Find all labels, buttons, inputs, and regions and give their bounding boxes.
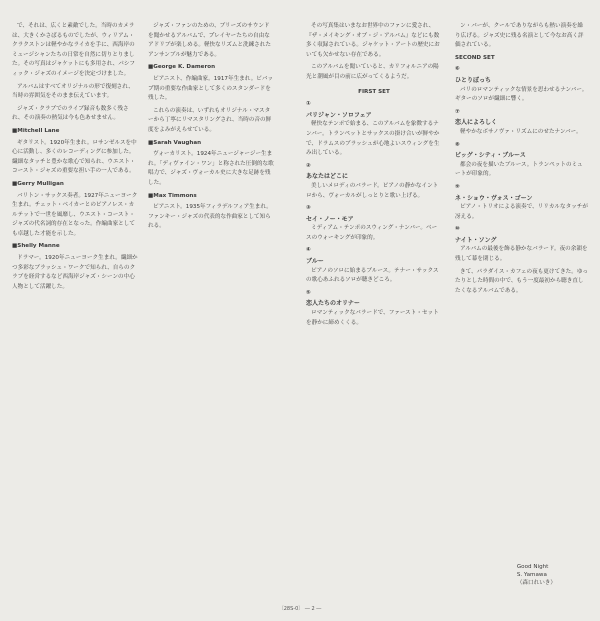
track-description: パリのロマンティックな情景を思わせるナンバー。ギターのソロが繊細に響く。 [455,86,588,103]
track-description: ミディアム・テンポのスウィング・ナンバー。ベースのウォーキングが印象的。 [306,225,438,241]
track-title: あなたはどこに [306,173,349,181]
track-description: ピアノ・トリオによる演奏で、リリカルなタッチが冴える。 [455,204,588,220]
musician-name: ■Max Timmons [148,192,197,199]
track-number: ⑥ [455,66,460,73]
set-heading: FIRST SET [358,88,390,95]
paragraph: その写真集はいまなお世界中のファンに愛され、『ザ・メイキング・オブ・ジ・アルバム』などにも数多く収録されている。ジャケット・アートの歴史においても欠かせない存在である。 [306,23,440,58]
credit-author-jp: （森口れいき） [516,580,556,586]
track-title: 恋人たちのオリナー [306,300,360,308]
paragraph: ジャズ・ファンのための、ブリーズのサウンドを聞かせるアルバムで、プレイヤーたちの自由なアドリブが楽しめる。軽快なリズムと洗練されたアンサンブルが魅力である。 [148,23,271,58]
track-title: ブルー [306,258,324,266]
track-number: ① [306,101,311,108]
text-column-4 [455,22,588,599]
musician-name: ■Mitchell Lane [12,127,60,134]
text-column-3 [306,22,442,599]
track-description: 都会の夜を描いたブルース。トランペットのミュートが印象的。 [455,161,583,178]
paragraph: ジャズ・クラブでのライブ録音も数多く残され、その演奏の熱気は今も色あせません。 [12,105,129,122]
track-number: ④ [306,247,311,254]
track-number: ② [306,162,311,169]
track-title: ネ・ショウ・ヴォス・ゴーン [455,194,533,202]
musician-bio: ピアニスト。1935年フィラデルフィア生まれ。ファンキー・ジャズの代表的な作曲家として知られる。 [148,204,272,230]
musician-bio: ピアニスト、作編曲家。1917年生まれ。ビバップ期の重要な作曲家として多くのスタンダードを残した。 [148,75,274,102]
musician-name: ■Gerry Mulligan [12,180,64,187]
track-number: ⑨ [455,183,460,190]
track-title: パリジャン・ソロフェア [306,111,372,119]
musician-name: ■Sarah Vaughan [148,139,202,146]
track-title: 恋人によろしく [455,119,498,127]
paragraph: ン・バーが、クールでありながらも熱い演奏を繰り広げる。ジャズ史に残る名演として今なお高く評価されている。 [455,23,584,49]
track-number: ③ [306,205,311,212]
musician-name: ■George K. Dameron [148,64,216,71]
track-description: 美しいメロディのバラード。ピアノの静かなイントロから、ヴォーカルがしっとりと歌い上げる。 [306,182,439,199]
track-description: 軽やかなボサノヴァ・リズムにのせたナンバー。 [460,128,582,135]
musician-name: ■Shelly Manne [12,243,60,250]
track-title: セイ・ノー・モア [306,215,354,223]
musician-bio: ヴォーカリスト。1924年ニュージャージー生まれ。「ディヴァイン・ワン」と称された圧倒的な歌唱力で、ジャズ・ヴォーカル史に大きな足跡を残した。 [148,151,274,186]
paragraph: このアルバムを聞いていると、カリフォルニアの陽光と潮風が目の前に広がってくるようだ。 [306,64,439,80]
page-number: 〔28S-0〕 ― 2 ― [278,606,322,612]
track-description: 軽快なテンポで始まる、このアルバムを象徴するナンバー。トランペットとサックスの掛け合いが鮮やかで、ドラムスのブラッシュが心地よいスウィングを生み出している。 [306,121,440,157]
track-description: ロマンティックなバラードで、ファースト・セットを静かに締めくくる。 [306,310,439,326]
musician-bio: バリトン・サックス奏者。1927年ニューヨーク生まれ。チェット・ベイカーとのピアノレス・カルテットで一世を風靡し、ウエスト・コースト・ジャズの代名詞的存在となった。作編曲家としても卓越した才能を示した。 [12,192,138,237]
credit-author: S. Yamawa [516,572,547,578]
track-number: ⑩ [455,226,460,233]
track-number: ⑦ [455,108,460,115]
musician-bio: ドラマー。1920年ニューヨーク生まれ。繊細かつ多彩なブラッシュ・ワークで知られ、自らのクラブを経営するなど西海岸ジャズ・シーンの中心人物として活躍した。 [12,255,138,290]
text-column-1 [12,22,138,599]
musician-bio: ギタリスト。1920年生まれ。ロサンゼルスを中心に活動し、多くのレコーディングに参加した。繊細なタッチと豊かな歌心で知られ、ウエスト・コースト・ジャズの重要な担い手の一人である。 [12,139,137,175]
text-column-2 [148,22,274,599]
track-description: アルバムの最後を飾る静かなバラード。夜の余韻を残して幕を閉じる。 [455,246,588,263]
track-title: ナイト・ソング [455,236,497,244]
track-title: ひとりぼっち [455,76,492,84]
paragraph: アルバムはすべてオリジナルの形で復刻され、当時の雰囲気をそのまま伝えています。 [12,83,134,100]
credit-line: Good Night [516,564,549,570]
track-number: ⑤ [306,289,311,296]
track-number: ⑧ [455,141,460,148]
intro-paragraph: で、それは、広くと素敵でした。当時のカメラは、大きくかさばるものでしたが、ウィリアム・クラクストンは軽やかなライカを手に、西海岸のミュージシャンたちの日常を自然に切りとりました。その写真はジャケットにも多用され、パシフィック・ジャズのイメージを決定づけました。 [12,23,136,77]
paragraph: これらの演奏は、いずれもオリジナル・マスターから丁寧にリマスタリングされ、当時の音の鮮度をよみがえらせている。 [148,107,272,133]
track-title: ビッグ・シティ・ブルース [455,152,526,160]
paragraph: きて、パラダイス・カフェの夜も更けてきた。ゆったりとした時間の中で、もう一度最初から聴き直したくなるアルバムである。 [455,268,588,294]
track-description: ピアノのソロに始まるブルース。テナー・サックスの歌心あふれるソロが聴きどころ。 [306,267,439,284]
author-credit [517,563,556,587]
set-heading: SECOND SET [455,54,495,61]
